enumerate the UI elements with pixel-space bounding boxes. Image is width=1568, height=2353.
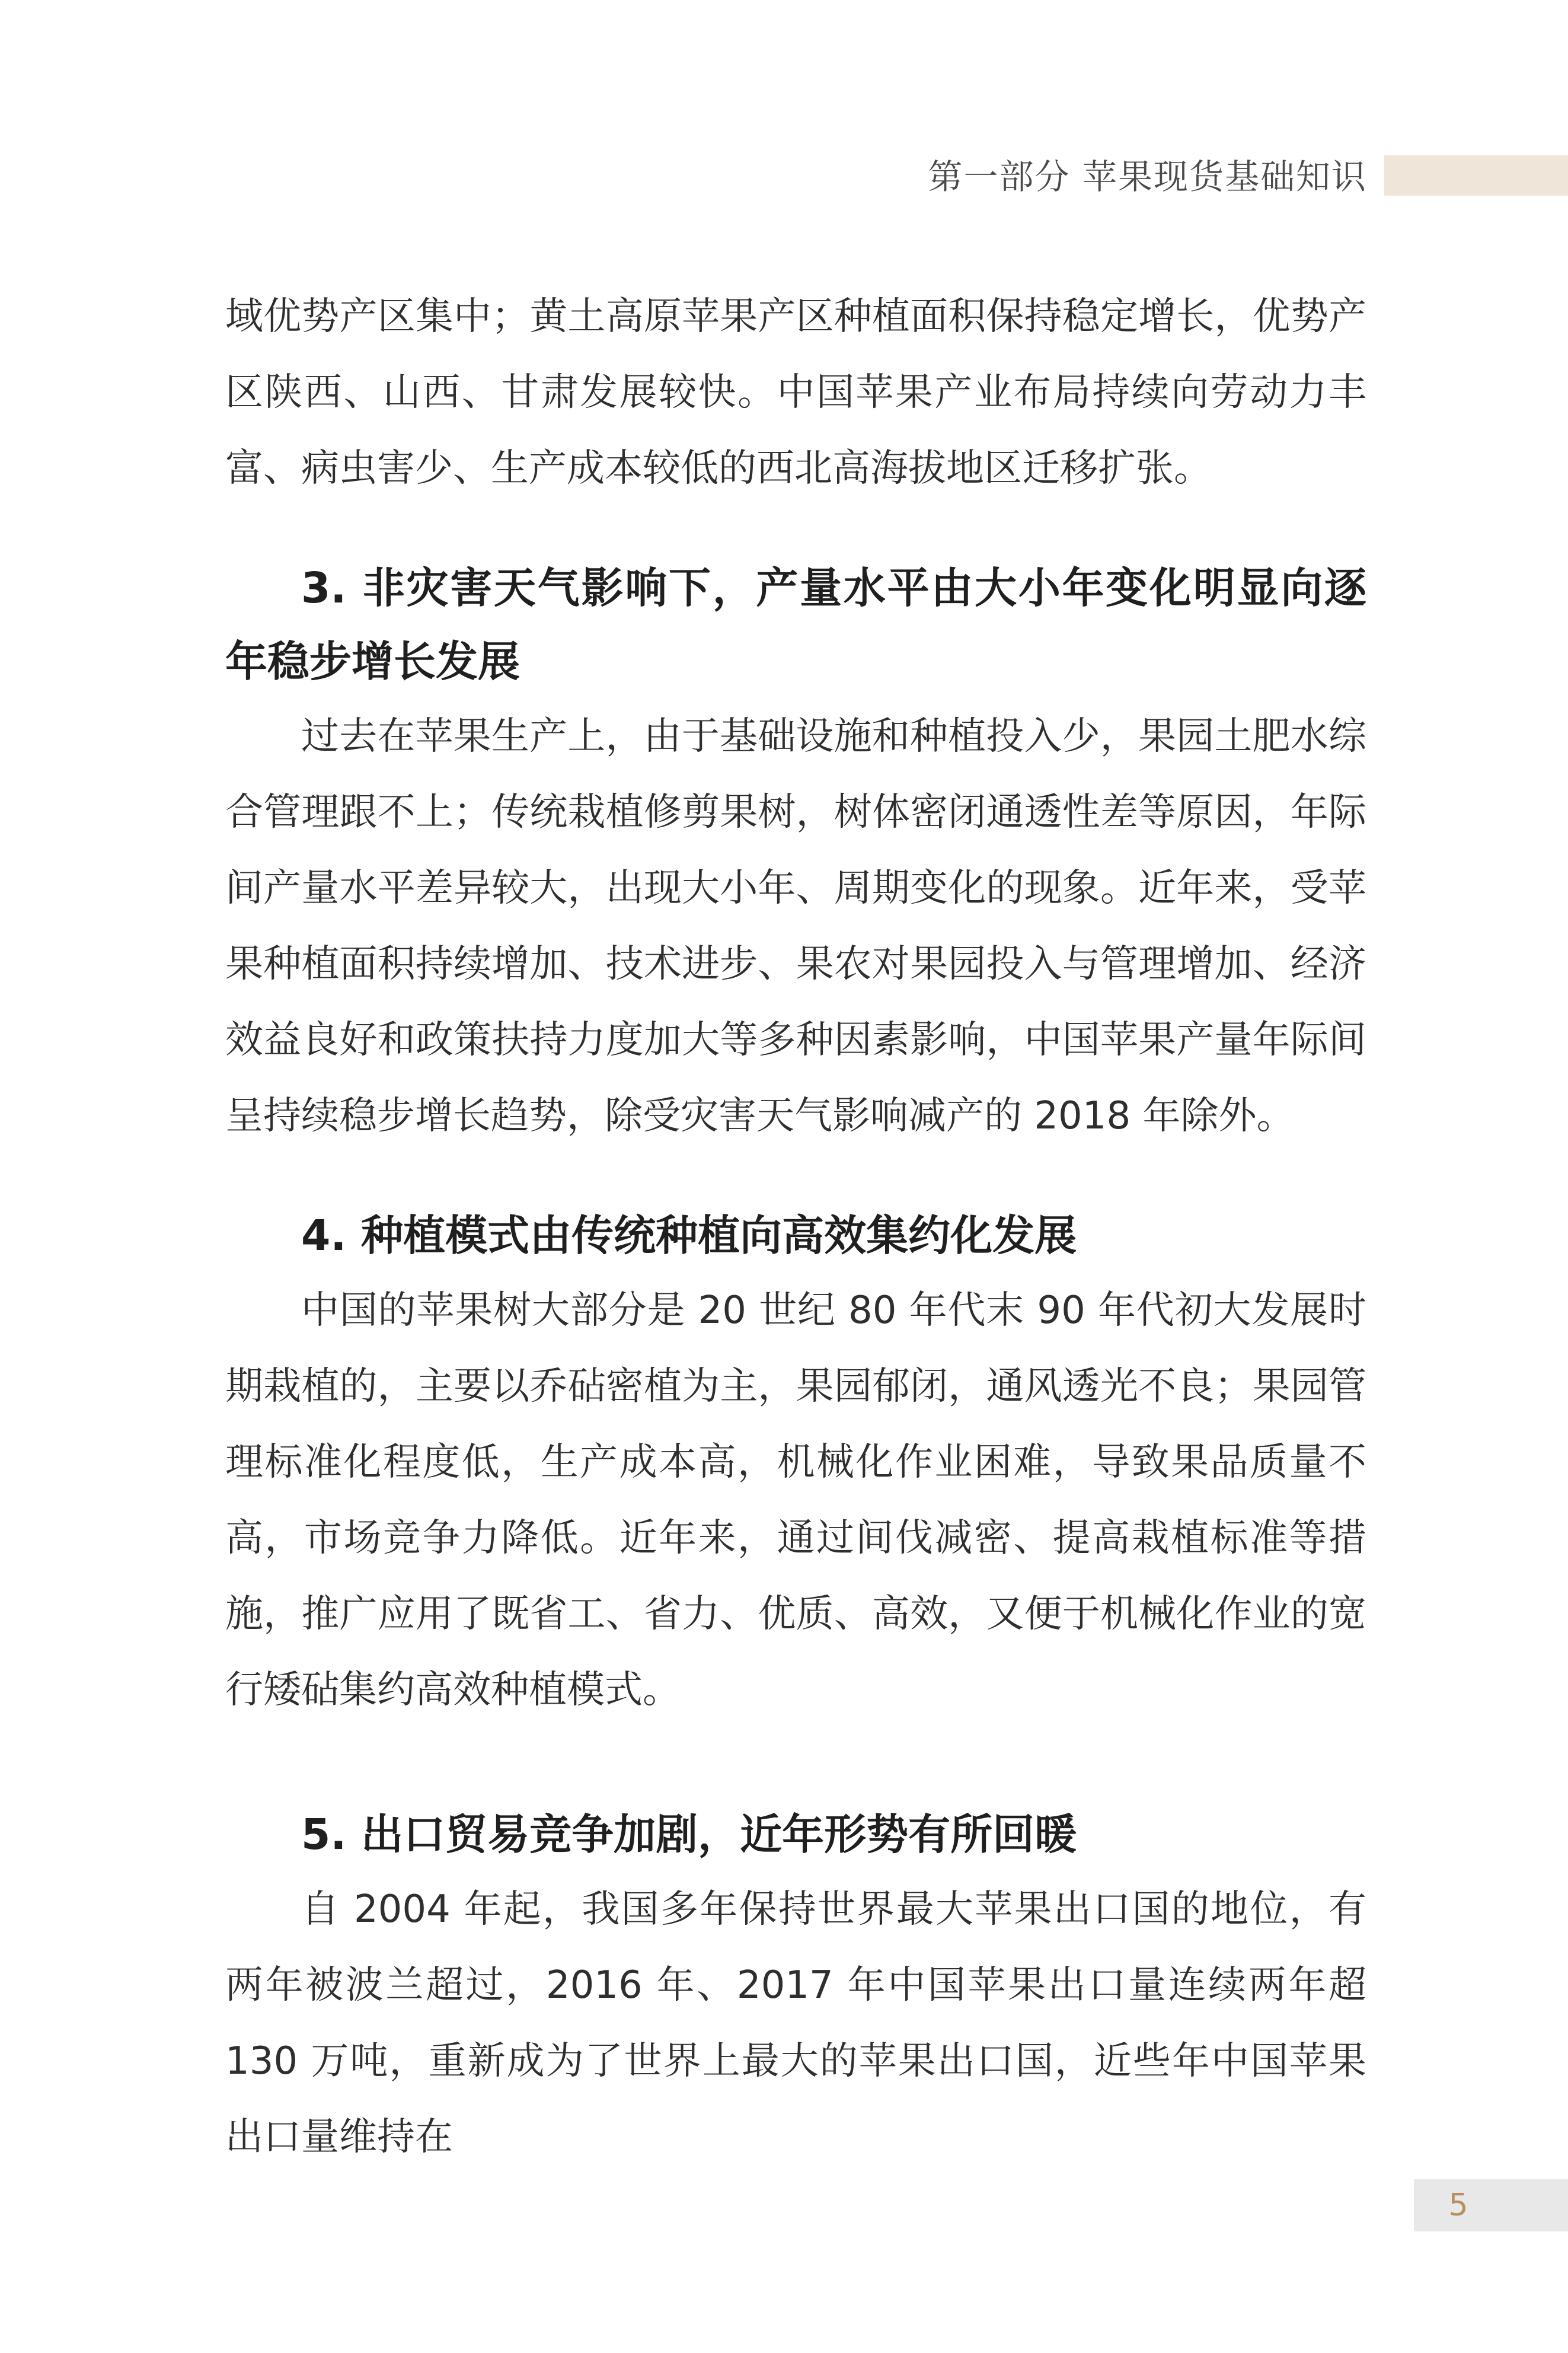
section-heading-3: 3. 非灾害天气影响下，产量水平由大小年变化明显向逐年稳步增长发展 [225, 563, 1366, 686]
running-header: 第一部分 苹果现货基础知识 [928, 157, 1367, 197]
section-heading-4: 4. 种植模式由传统种植向高效集约化发展 [301, 1211, 1077, 1260]
header-accent-bar [1384, 155, 1568, 196]
paragraph-continued: 域优势产区集中；黄土高原苹果产区种植面积保持稳定增长，优势产区陕西、山西、甘肃发展较快。中国苹果产业布局持续向劳动力丰富、病虫害少、生产成本较低的西北高海拔地区迁移扩张。 [225, 295, 1366, 490]
paragraph-section-4: 中国的苹果树大部分是 20 世纪 80 年代末 90 年代初大发展时期栽植的，主要以乔砧密植为主，果园郁闭，通风透光不良；果园管理标准化程度低，生产成本高，机械化作业困难，导致果品质量不高，市场竞争力降低。近年来，通过间伐减密、提高栽植标准等措施，推广应用了既省工、省力、优质、高效，又便于机械化作业的宽行矮砧集约高效种植模式。 [225, 1289, 1366, 1712]
page-number: 5 [1448, 2188, 1468, 2223]
paragraph-section-5: 自 2004 年起，我国多年保持世界最大苹果出口国的地位，有两年被波兰超过，2016 年、2017 年中国苹果出口量连续两年超 130 万吨，重新成为了世界上最大的苹果出口国，近些年中国苹果出口量维持在 [225, 1887, 1366, 2159]
paragraph-section-3: 过去在苹果生产上，由于基础设施和种植投入少，果园土肥水综合管理跟不上；传统栽植修剪果树，树体密闭通透性差等原因，年际间产量水平差异较大，出现大小年、周期变化的现象。近年来，受苹果种植面积持续增加、技术进步、果农对果园投入与管理增加、经济效益良好和政策扶持力度加大等多种因素影响，中国苹果产量年际间呈持续稳步增长趋势，除受灾害天气影响减产的 2018 年除外。 [225, 715, 1366, 1138]
page-content [225, 279, 1366, 2175]
section-heading-5: 5. 出口贸易竞争加剧，近年形势有所回暖 [301, 1810, 1077, 1859]
